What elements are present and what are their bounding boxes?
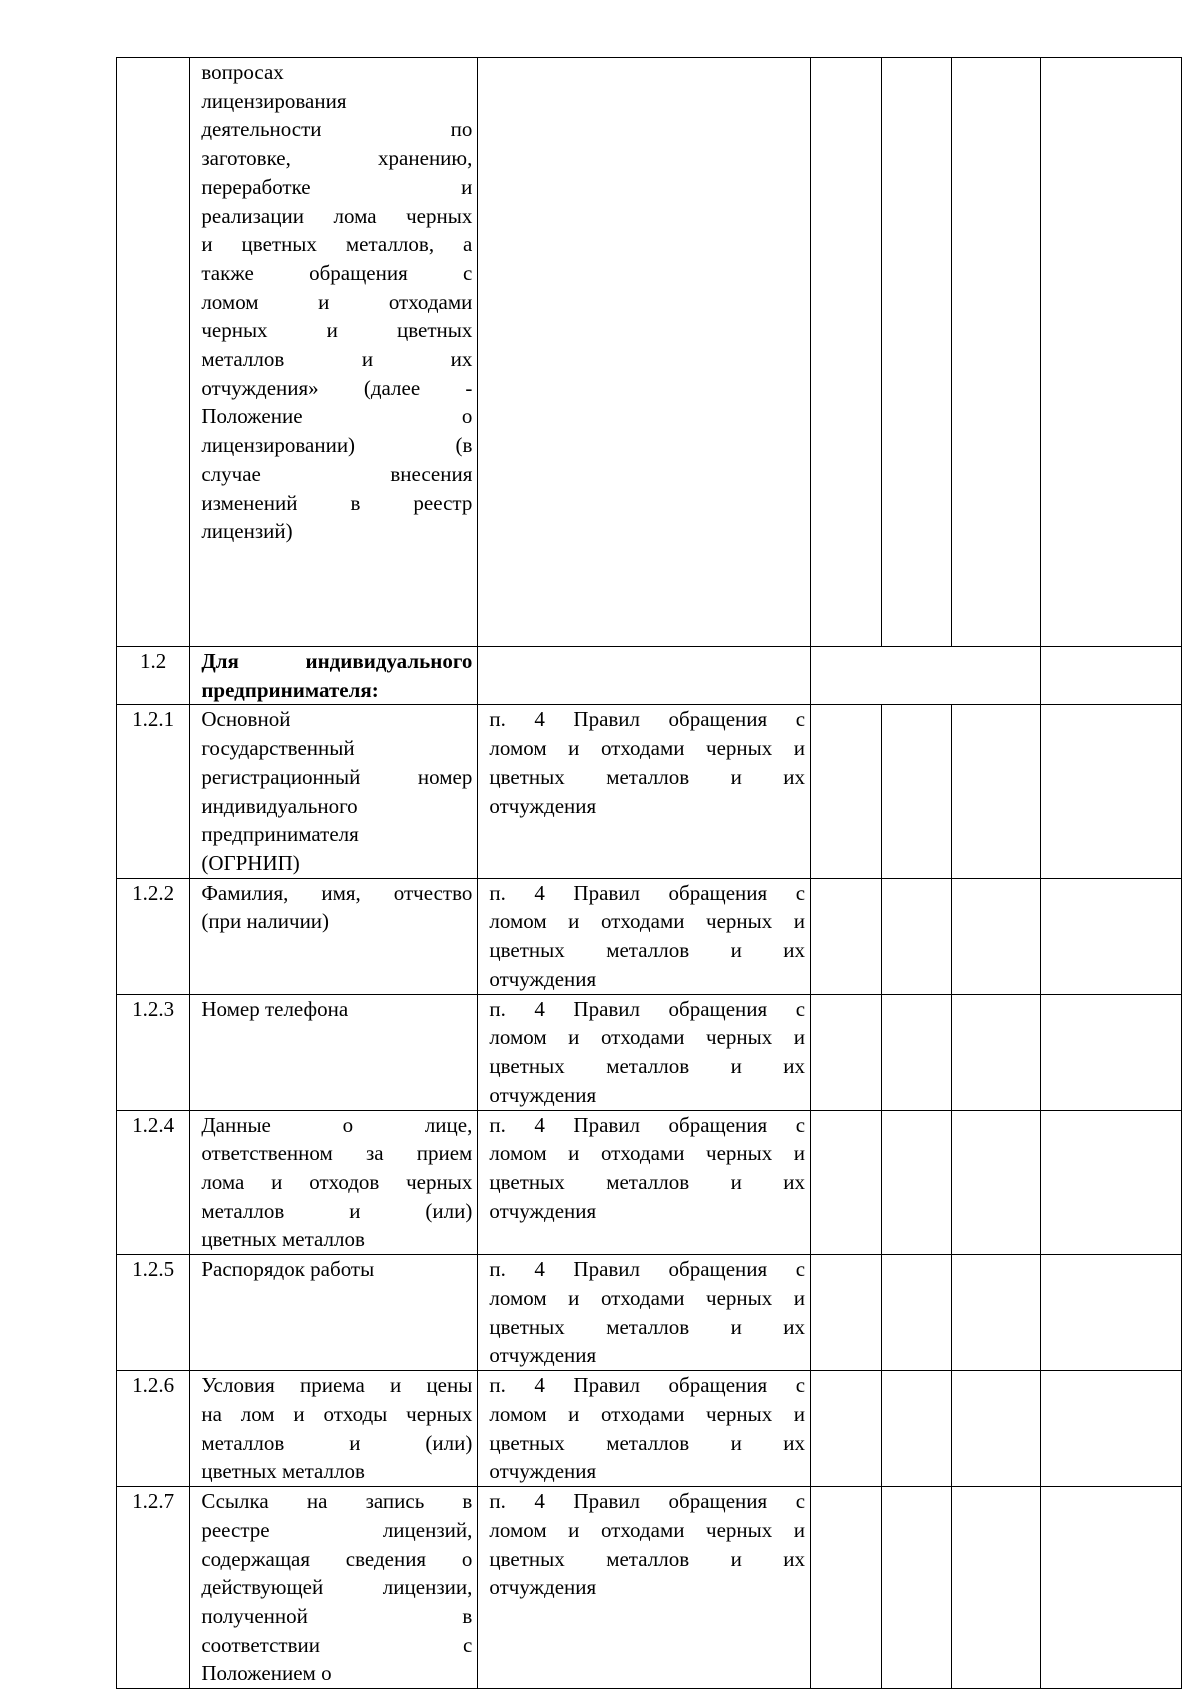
text-line: переработке и (201, 174, 473, 199)
text-line: Ссылка на запись в (201, 1489, 473, 1514)
text-line: отчуждения (489, 966, 597, 991)
text-line: ломом и отходами черных и (489, 909, 806, 934)
text-line: отчуждения (489, 793, 597, 818)
text-line: Для индивидуального (201, 649, 473, 673)
text-line: Основной (201, 707, 291, 732)
text-line: предпринимателя: (201, 677, 379, 702)
text-line: отчуждения (489, 1198, 597, 1223)
text-line: вопросах (201, 60, 284, 84)
text-line: ломом и отходами черных и (489, 1025, 806, 1050)
text-line: лицензий) (201, 519, 293, 544)
row-number: 1.2.3 (117, 994, 190, 1110)
text-line: п. 4 Правил обращения с (489, 1373, 806, 1398)
comment-cell[interactable] (1040, 647, 1181, 705)
row-number: 1.2.5 (117, 1255, 190, 1371)
text-line: отчуждения» (далее - (201, 375, 473, 400)
requirement-text (190, 1371, 478, 1487)
answer-yes-cell[interactable] (811, 1255, 882, 1371)
text-line: цветных металлов и их (489, 764, 806, 789)
answer-yes-cell[interactable] (811, 1110, 882, 1255)
requirement-text (190, 705, 478, 878)
text-line: цветных металлов и их (489, 1054, 806, 1079)
legal-reference (478, 994, 811, 1110)
answer-na-cell[interactable] (952, 1110, 1040, 1255)
text-line: полученной в (201, 1603, 473, 1628)
requirement-text (190, 1255, 478, 1371)
answer-no-cell[interactable] (882, 1255, 952, 1371)
answer-na-cell[interactable] (952, 705, 1040, 878)
table-row (117, 58, 1182, 647)
requirement-text (190, 1110, 478, 1255)
text-line: индивидуального (201, 793, 358, 818)
text-line: п. 4 Правил обращения с (489, 1112, 806, 1137)
text-line: и цветных металлов, а (201, 232, 473, 257)
text-line: (при наличии) (201, 909, 330, 934)
answer-no-cell[interactable] (882, 58, 952, 647)
text-line: п. 4 Правил обращения с (489, 1257, 806, 1282)
text-line: Положением о (201, 1661, 332, 1686)
answer-yes-cell[interactable] (811, 58, 882, 647)
text-line: лицензирования (201, 88, 347, 113)
comment-cell[interactable] (1040, 1487, 1181, 1689)
text-line: Положение о (201, 404, 473, 429)
requirement-text (190, 878, 478, 994)
legal-reference (478, 1487, 811, 1689)
text-line: случае внесения (201, 461, 473, 486)
text-line: отчуждения (489, 1459, 597, 1484)
text-line: ломом и отходами черных и (489, 736, 806, 761)
text-line: ломом и отходами черных и (489, 1141, 806, 1166)
table-row (117, 1487, 1182, 1689)
text-line: ломом и отходами черных и (489, 1517, 806, 1542)
text-line: п. 4 Правил обращения с (489, 996, 806, 1021)
text-line: заготовке, хранению, (201, 146, 473, 171)
text-line: цветных металлов и их (489, 1170, 806, 1195)
legal-reference (478, 878, 811, 994)
text-line: лома и отходов черных (201, 1170, 473, 1195)
text-line: Условия приема и цены (201, 1373, 473, 1398)
section-heading (190, 647, 478, 705)
table-row (117, 705, 1182, 878)
text-line: отчуждения (489, 1343, 597, 1368)
row-number: 1.2.4 (117, 1110, 190, 1255)
answer-yes-cell[interactable] (811, 705, 882, 878)
answer-yes-cell[interactable] (811, 994, 882, 1110)
row-number: 1.2.1 (117, 705, 190, 878)
comment-cell[interactable] (1040, 1255, 1181, 1371)
answer-no-cell[interactable] (882, 994, 952, 1110)
answer-na-cell[interactable] (952, 994, 1040, 1110)
text-line: п. 4 Правил обращения с (489, 1489, 806, 1514)
answer-na-cell[interactable] (952, 58, 1040, 647)
text-line: цветных металлов (201, 1459, 365, 1484)
legal-reference (478, 58, 811, 647)
text-line: реестре лицензий, (201, 1517, 473, 1542)
text-line: действующей лицензии, (201, 1575, 473, 1600)
text-line: предпринимателя (201, 822, 359, 847)
requirement-text (190, 994, 478, 1110)
answer-na-cell[interactable] (952, 1487, 1040, 1689)
text-line: Фамилия, имя, отчество (201, 880, 473, 905)
text-line: отчуждения (489, 1575, 597, 1600)
text-line: реализации лома черных (201, 203, 473, 228)
text-line: также обращения с (201, 260, 473, 285)
text-line: Данные о лице, (201, 1112, 473, 1137)
answer-no-cell[interactable] (882, 1371, 952, 1487)
answer-no-cell[interactable] (882, 1110, 952, 1255)
table-row (117, 1110, 1182, 1255)
text-line: отчуждения (489, 1082, 597, 1107)
text-line: соответствии с (201, 1632, 473, 1657)
text-line: цветных металлов и их (489, 1546, 806, 1571)
answer-no-cell[interactable] (882, 705, 952, 878)
comment-cell[interactable] (1040, 1371, 1181, 1487)
text-line: п. 4 Правил обращения с (489, 880, 806, 905)
text-line: на лом и отходы черных (201, 1401, 473, 1426)
row-number: 1.2.7 (117, 1487, 190, 1689)
text-line: (ОГРНИП) (201, 850, 300, 875)
comment-cell[interactable] (1040, 1110, 1181, 1255)
table-row (117, 878, 1182, 994)
answer-yes-cell[interactable] (811, 1487, 882, 1689)
comment-cell[interactable] (1040, 58, 1181, 647)
text-line: Распорядок работы (201, 1257, 375, 1282)
text-line: государственный (201, 736, 355, 761)
row-number: 1.2.6 (117, 1371, 190, 1487)
answer-na-cell[interactable] (952, 878, 1040, 994)
requirement-text (190, 58, 478, 647)
row-number: 1.2.2 (117, 878, 190, 994)
text-line: черных и цветных (201, 318, 473, 343)
text-line: цветных металлов и их (489, 1430, 806, 1455)
text-line: ломом и отходами черных и (489, 1285, 806, 1310)
section-row (117, 647, 1182, 705)
text-line: цветных металлов и их (489, 1314, 806, 1339)
table-row (117, 994, 1182, 1110)
answer-yes-cell[interactable] (811, 878, 882, 994)
text-line: изменений в реестр (201, 490, 473, 515)
comment-cell[interactable] (1040, 705, 1181, 878)
text-line: Номер телефона (201, 996, 349, 1021)
legal-reference (478, 1110, 811, 1255)
text-line: регистрационный номер (201, 764, 473, 789)
table-row (117, 1255, 1182, 1371)
answer-yes-cell[interactable] (811, 1371, 882, 1487)
text-line: цветных металлов (201, 1227, 365, 1252)
legal-reference (478, 1371, 811, 1487)
legal-reference (478, 1255, 811, 1371)
answer-na-cell[interactable] (952, 1255, 1040, 1371)
text-line: ломом и отходами черных и (489, 1401, 806, 1426)
text-line: лицензировании) (в (201, 433, 473, 458)
text-line: металлов и их (201, 347, 473, 372)
answer-no-cell[interactable] (882, 878, 952, 994)
text-line: ломом и отходами (201, 289, 473, 314)
row-number (117, 58, 190, 647)
text-line: п. 4 Правил обращения с (489, 707, 806, 732)
row-number: 1.2 (117, 647, 190, 705)
text-line: металлов и (или) (201, 1198, 473, 1223)
text-line: содержащая сведения о (201, 1546, 473, 1571)
text-line: ответственном за прием (201, 1141, 473, 1166)
answer-no-cell[interactable] (882, 1487, 952, 1689)
checklist-table (116, 57, 1182, 1689)
requirement-text (190, 1487, 478, 1689)
legal-reference (478, 647, 811, 705)
answer-merged-cell[interactable] (811, 647, 1041, 705)
text-line: цветных металлов и их (489, 938, 806, 963)
legal-reference (478, 705, 811, 878)
text-line: металлов и (или) (201, 1430, 473, 1455)
comment-cell[interactable] (1040, 994, 1181, 1110)
answer-na-cell[interactable] (952, 1371, 1040, 1487)
text-line: деятельности по (201, 117, 473, 142)
comment-cell[interactable] (1040, 878, 1181, 994)
table-row (117, 1371, 1182, 1487)
